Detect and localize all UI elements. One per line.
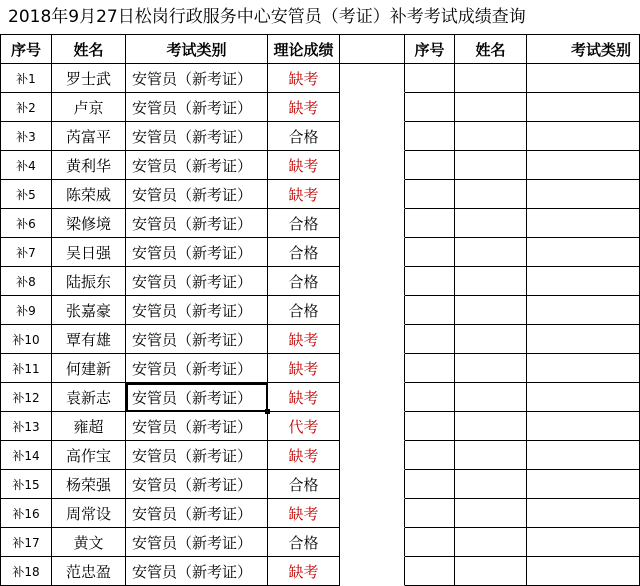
right-cell-category[interactable] (527, 470, 640, 499)
right-cell-name[interactable] (455, 64, 527, 93)
cell-seq[interactable]: 补14 (0, 441, 52, 470)
right-cell-name[interactable] (455, 151, 527, 180)
header-category[interactable]: 考试类别 (126, 35, 268, 64)
cell-name[interactable]: 张嘉豪 (52, 296, 126, 325)
cell-category[interactable]: 安管员（新考证） (126, 122, 268, 151)
right-cell-seq[interactable] (405, 441, 455, 470)
gap-cell[interactable] (340, 383, 405, 412)
cell-category[interactable]: 安管员（新考证） (126, 238, 268, 267)
cell-name[interactable]: 罗士武 (52, 64, 126, 93)
right-cell-category[interactable] (527, 499, 640, 528)
right-cell-name[interactable] (455, 238, 527, 267)
cell-category[interactable]: 安管员（新考证） (126, 296, 268, 325)
right-cell-name[interactable] (455, 383, 527, 412)
cell-category[interactable]: 安管员（新考证） (126, 412, 268, 441)
cell-category[interactable]: 安管员（新考证） (126, 267, 268, 296)
right-cell-seq[interactable] (405, 354, 455, 383)
right-cell-name[interactable] (455, 325, 527, 354)
right-cell-seq[interactable] (405, 180, 455, 209)
cell-score[interactable]: 合格 (268, 267, 340, 296)
cell-name[interactable]: 吴日强 (52, 238, 126, 267)
cell-score[interactable]: 缺考 (268, 151, 340, 180)
cell-score[interactable]: 合格 (268, 209, 340, 238)
cell-seq[interactable]: 补1 (0, 64, 52, 93)
cell-seq[interactable]: 补16 (0, 499, 52, 528)
cell-name[interactable]: 黄利华 (52, 151, 126, 180)
cell-score[interactable]: 缺考 (268, 383, 340, 412)
gap-cell[interactable] (340, 35, 405, 64)
cell-category[interactable]: 安管员（新考证） (126, 209, 268, 238)
right-cell-category[interactable] (527, 151, 640, 180)
right-cell-seq[interactable] (405, 238, 455, 267)
cell-name[interactable]: 陆振东 (52, 267, 126, 296)
cell-name[interactable]: 黄文 (52, 528, 126, 557)
cell-seq[interactable]: 补17 (0, 528, 52, 557)
cell-seq[interactable]: 补13 (0, 412, 52, 441)
gap-cell[interactable] (340, 412, 405, 441)
right-cell-category[interactable] (527, 122, 640, 151)
cell-score[interactable]: 缺考 (268, 325, 340, 354)
cell-name[interactable]: 杨荣强 (52, 470, 126, 499)
cell-score[interactable]: 缺考 (268, 499, 340, 528)
cell-name[interactable]: 梁修境 (52, 209, 126, 238)
cell-name[interactable]: 何建新 (52, 354, 126, 383)
right-cell-seq[interactable] (405, 267, 455, 296)
right-cell-category[interactable] (527, 267, 640, 296)
right-cell-name[interactable] (455, 470, 527, 499)
cell-category[interactable]: 安管员（新考证） (126, 441, 268, 470)
right-cell-seq[interactable] (405, 412, 455, 441)
right-cell-name[interactable] (455, 267, 527, 296)
right-cell-name[interactable] (455, 528, 527, 557)
cell-category[interactable]: 安管员（新考证） (126, 499, 268, 528)
cell-seq[interactable]: 补6 (0, 209, 52, 238)
cell-name[interactable]: 袁新志 (52, 383, 126, 412)
gap-cell[interactable] (340, 180, 405, 209)
right-cell-name[interactable] (455, 354, 527, 383)
right-cell-seq[interactable] (405, 499, 455, 528)
cell-score[interactable]: 代考 (268, 412, 340, 441)
cell-category[interactable]: 安管员（新考证） (126, 528, 268, 557)
header-name[interactable]: 姓名 (52, 35, 126, 64)
gap-cell[interactable] (340, 122, 405, 151)
right-cell-category[interactable] (527, 180, 640, 209)
cell-seq[interactable]: 补11 (0, 354, 52, 383)
gap-cell[interactable] (340, 209, 405, 238)
right-cell-name[interactable] (455, 412, 527, 441)
cell-name[interactable]: 高作宝 (52, 441, 126, 470)
cell-seq[interactable]: 补10 (0, 325, 52, 354)
gap-cell[interactable] (340, 296, 405, 325)
cell-score[interactable]: 缺考 (268, 93, 340, 122)
right-cell-category[interactable] (527, 412, 640, 441)
cell-category[interactable]: 安管员（新考证） (126, 354, 268, 383)
cell-score[interactable]: 合格 (268, 528, 340, 557)
right-cell-category[interactable] (527, 528, 640, 557)
sheet-title[interactable]: 2018年9月27日松岗行政服务中心安管员（考证）补考考试成绩查询 (0, 0, 640, 35)
cell-seq[interactable]: 补4 (0, 151, 52, 180)
right-cell-name[interactable] (455, 499, 527, 528)
right-header-name[interactable]: 姓名 (455, 35, 527, 64)
header-seq[interactable]: 序号 (0, 35, 52, 64)
cell-seq[interactable]: 补5 (0, 180, 52, 209)
right-cell-seq[interactable] (405, 209, 455, 238)
cell-score[interactable]: 缺考 (268, 64, 340, 93)
cell-score[interactable]: 缺考 (268, 180, 340, 209)
cell-category[interactable]: 安管员（新考证） (126, 93, 268, 122)
right-cell-seq[interactable] (405, 383, 455, 412)
cell-seq[interactable]: 补18 (0, 557, 52, 586)
cell-category[interactable]: 安管员（新考证） (126, 325, 268, 354)
cell-category[interactable]: 安管员（新考证） (126, 557, 268, 586)
cell-name[interactable]: 周常设 (52, 499, 126, 528)
right-cell-category[interactable] (527, 325, 640, 354)
cell-seq[interactable]: 补9 (0, 296, 52, 325)
right-header-seq[interactable]: 序号 (405, 35, 455, 64)
cell-score[interactable]: 合格 (268, 122, 340, 151)
right-cell-category[interactable] (527, 64, 640, 93)
cell-score[interactable]: 合格 (268, 470, 340, 499)
cell-category[interactable]: 安管员（新考证） (126, 180, 268, 209)
cell-seq[interactable]: 补12 (0, 383, 52, 412)
fill-handle[interactable] (265, 409, 270, 414)
gap-cell[interactable] (340, 325, 405, 354)
right-cell-name[interactable] (455, 441, 527, 470)
right-cell-category[interactable] (527, 209, 640, 238)
cell-name[interactable]: 芮富平 (52, 122, 126, 151)
cell-category[interactable]: 安管员（新考证） (126, 151, 268, 180)
right-cell-category[interactable] (527, 93, 640, 122)
right-cell-name[interactable] (455, 180, 527, 209)
gap-cell[interactable] (340, 441, 405, 470)
cell-name[interactable]: 陈荣威 (52, 180, 126, 209)
cell-score[interactable]: 缺考 (268, 354, 340, 383)
right-cell-seq[interactable] (405, 93, 455, 122)
cell-seq[interactable]: 补7 (0, 238, 52, 267)
gap-cell[interactable] (340, 470, 405, 499)
cell-score[interactable]: 合格 (268, 238, 340, 267)
header-score[interactable]: 理论成绩 (268, 35, 340, 64)
cell-score[interactable]: 缺考 (268, 441, 340, 470)
cell-name[interactable]: 覃有雄 (52, 325, 126, 354)
gap-cell[interactable] (340, 267, 405, 296)
right-cell-name[interactable] (455, 209, 527, 238)
right-cell-name[interactable] (455, 296, 527, 325)
selected-cell[interactable]: 安管员（新考证） (126, 383, 268, 412)
right-cell-seq[interactable] (405, 151, 455, 180)
right-cell-category[interactable] (527, 238, 640, 267)
gap-cell[interactable] (340, 528, 405, 557)
right-cell-category[interactable] (527, 296, 640, 325)
cell-score[interactable]: 缺考 (268, 557, 340, 586)
right-cell-seq[interactable] (405, 470, 455, 499)
cell-name[interactable]: 卢京 (52, 93, 126, 122)
cell-seq[interactable]: 补8 (0, 267, 52, 296)
right-cell-seq[interactable] (405, 122, 455, 151)
cell-seq[interactable]: 补15 (0, 470, 52, 499)
right-header-category[interactable]: 考试类别 (527, 35, 640, 64)
gap-cell[interactable] (340, 93, 405, 122)
right-cell-seq[interactable] (405, 528, 455, 557)
cell-score[interactable]: 合格 (268, 296, 340, 325)
gap-cell[interactable] (340, 354, 405, 383)
cell-category[interactable]: 安管员（新考证） (126, 470, 268, 499)
gap-cell[interactable] (340, 238, 405, 267)
cell-name[interactable]: 范忠盈 (52, 557, 126, 586)
cell-name[interactable]: 雍超 (52, 412, 126, 441)
gap-cell[interactable] (340, 499, 405, 528)
gap-cell[interactable] (340, 64, 405, 93)
right-cell-name[interactable] (455, 122, 527, 151)
gap-cell[interactable] (340, 151, 405, 180)
right-cell-category[interactable] (527, 354, 640, 383)
right-cell-name[interactable] (455, 93, 527, 122)
cell-seq[interactable]: 补3 (0, 122, 52, 151)
right-cell-seq[interactable] (405, 325, 455, 354)
right-cell-seq[interactable] (405, 64, 455, 93)
right-cell-category[interactable] (527, 441, 640, 470)
cell-category[interactable]: 安管员（新考证） (126, 64, 268, 93)
right-cell-category[interactable] (527, 383, 640, 412)
right-cell-seq[interactable] (405, 296, 455, 325)
cell-seq[interactable]: 补2 (0, 93, 52, 122)
